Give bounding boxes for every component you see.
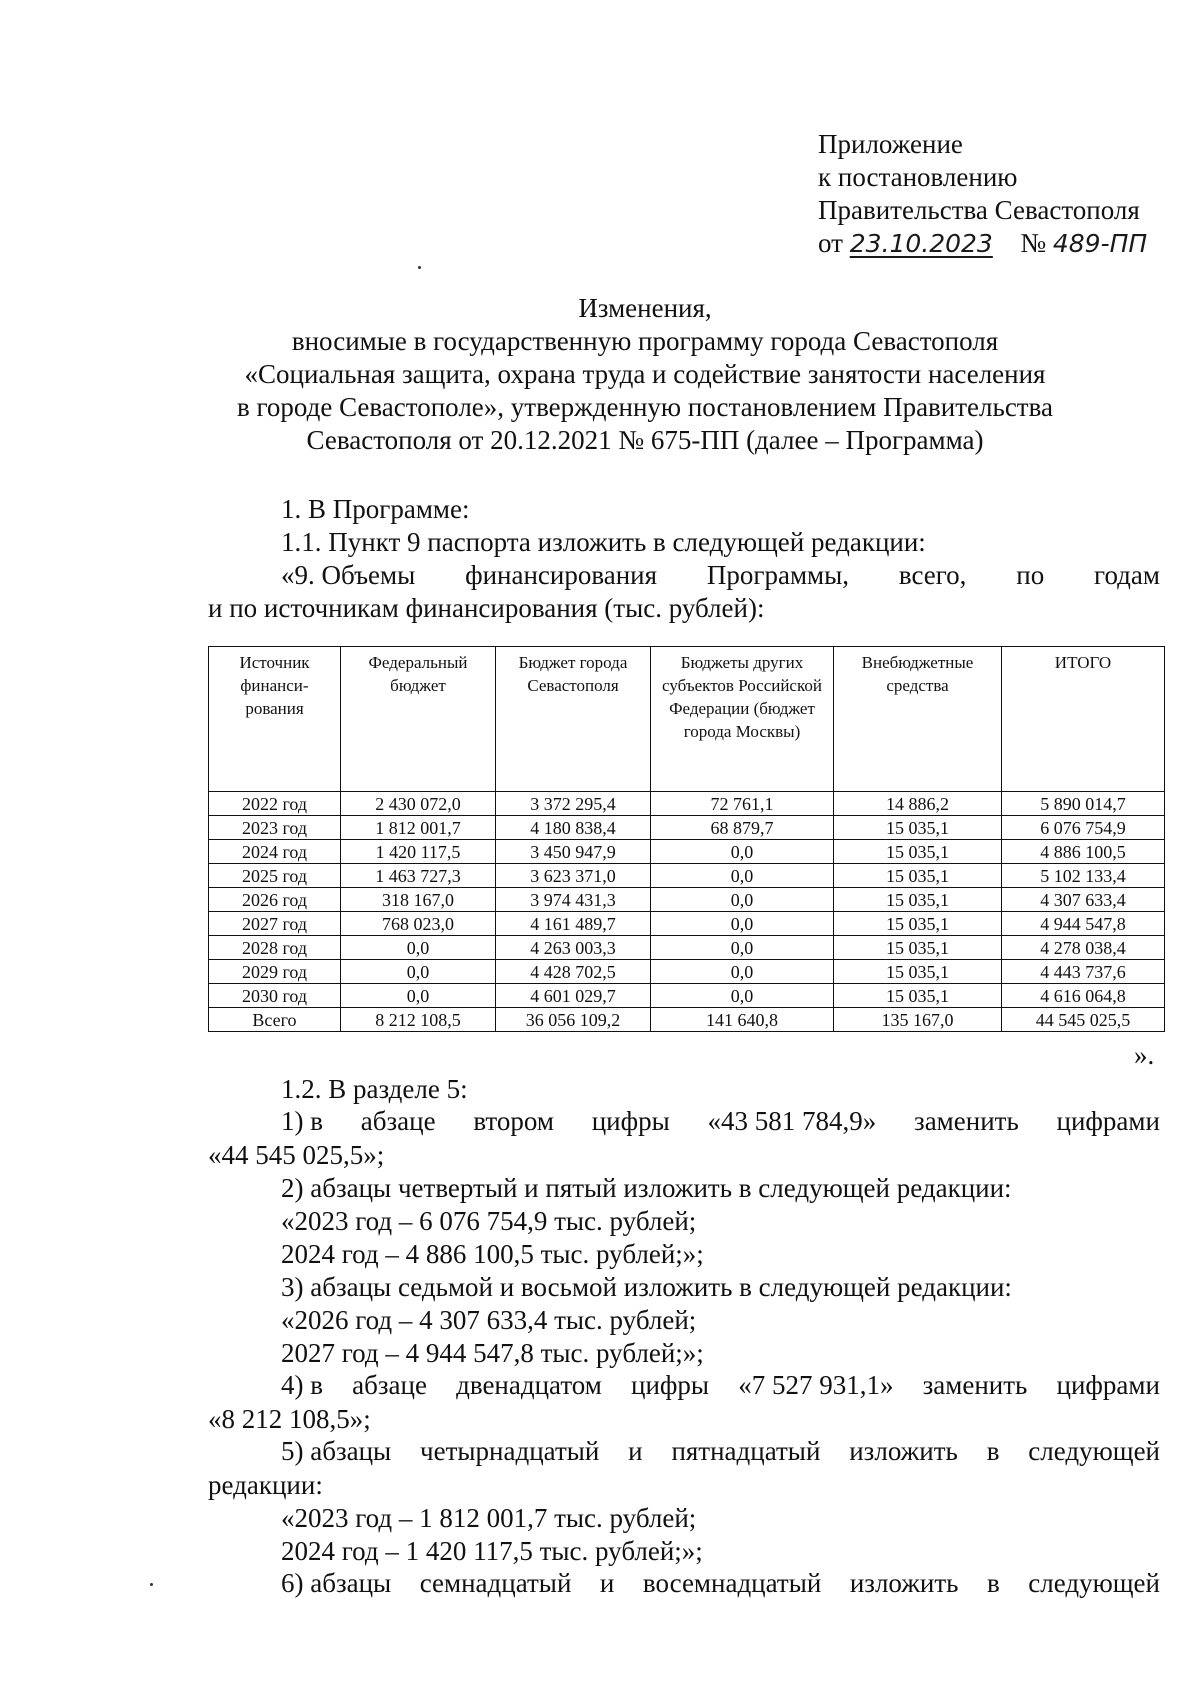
- table-cell: 0,0: [651, 984, 834, 1008]
- appendix-date-line: [818, 227, 1147, 260]
- table-row: [209, 984, 1165, 1008]
- table-cell: 1 420 117,5: [341, 840, 496, 864]
- table-cell: 4 601 029,7: [496, 984, 651, 1008]
- paragraph: 1.2. В разделе 5:: [281, 1074, 468, 1104]
- table-cell: 2029 год: [209, 960, 341, 984]
- table-cell: 15 035,1: [834, 840, 1002, 864]
- table-row: [209, 792, 1165, 816]
- word: и: [628, 1436, 643, 1466]
- paragraph: 2024 год – 1 420 117,5 тыс. рублей;»;: [281, 1536, 703, 1566]
- table-cell: 0,0: [651, 912, 834, 936]
- appendix-line-2: к постановлению: [818, 162, 1018, 192]
- table-cell: 2023 год: [209, 816, 341, 840]
- financing-table: [208, 646, 1165, 1032]
- word: втором: [473, 1106, 554, 1136]
- word: абзаце: [352, 1370, 427, 1400]
- word: семнадцатый: [419, 1568, 572, 1598]
- justified-paragraph: [281, 1436, 1160, 1467]
- table-cell: 4 443 737,6: [1002, 960, 1165, 984]
- word: цифрами: [1056, 1370, 1160, 1400]
- table-cell: 8 212 108,5: [341, 1008, 496, 1032]
- word: заменить: [922, 1370, 1028, 1400]
- handwritten-number: 489-ПП: [1052, 229, 1148, 258]
- paragraph: 3) абзацы седьмой и восьмой изложить в следующей редакции:: [281, 1272, 1012, 1302]
- table-cell: 2030 год: [209, 984, 341, 1008]
- paragraph: и по источникам финансирования (тыс. рублей):: [208, 593, 765, 623]
- date-prefix: от: [818, 228, 843, 258]
- table-cell: 15 035,1: [834, 864, 1002, 888]
- justified-paragraph: [281, 1370, 1160, 1401]
- table-cell: 4 307 633,4: [1002, 888, 1165, 912]
- table-cell: 2028 год: [209, 936, 341, 960]
- table-cell: 1 463 727,3: [341, 864, 496, 888]
- table-cell: Всего: [209, 1008, 341, 1032]
- word: восемнадцатый: [642, 1568, 822, 1598]
- table-row: [209, 888, 1165, 912]
- table-cell: 3 623 371,0: [496, 864, 651, 888]
- table-cell: 68 879,7: [651, 816, 834, 840]
- table-cell: 15 035,1: [834, 936, 1002, 960]
- table-header-row: [209, 647, 1165, 792]
- paragraph: «2023 год – 1 812 001,7 тыс. рублей;: [281, 1503, 697, 1533]
- table-cell: 2022 год: [209, 792, 341, 816]
- word: заменить: [914, 1106, 1019, 1136]
- table-cell: 2024 год: [209, 840, 341, 864]
- table-cell: 0,0: [651, 936, 834, 960]
- word: четырнадцатый: [420, 1436, 600, 1466]
- table-cell: 72 761,1: [651, 792, 834, 816]
- appendix-block: [818, 128, 1147, 260]
- title-line-1: Изменения,: [578, 293, 712, 323]
- word: и: [599, 1568, 615, 1598]
- handwritten-date: 23.10.2023: [849, 229, 993, 258]
- table-cell: 4 180 838,4: [496, 816, 651, 840]
- table-cell: 318 167,0: [341, 888, 496, 912]
- word: «7 527 931,1»: [738, 1370, 894, 1400]
- table-cell: 2 430 072,0: [341, 792, 496, 816]
- word: 6) абзацы: [281, 1568, 392, 1598]
- paragraph: «2023 год – 6 076 754,9 тыс. рублей;: [281, 1206, 697, 1236]
- table-row: [209, 912, 1165, 936]
- table-cell: 14 886,2: [834, 792, 1002, 816]
- document-title: [200, 292, 1090, 457]
- paragraph: «2026 год – 4 307 633,4 тыс. рублей;: [281, 1305, 697, 1335]
- word: 4) в: [281, 1370, 323, 1400]
- title-line-2: вносимые в государственную программу города Севастополя: [291, 326, 999, 356]
- table-cell: 36 056 109,2: [496, 1008, 651, 1032]
- word: следующей: [1028, 1568, 1160, 1598]
- word: годам: [1094, 560, 1160, 590]
- column-header: ИТОГО: [1002, 647, 1165, 792]
- title-line-5: Севастополя от 20.12.2021 № 675-ПП (далее – Программа): [306, 425, 984, 455]
- table-row: [209, 840, 1165, 864]
- word: Программы,: [706, 560, 850, 590]
- table-row: [209, 936, 1165, 960]
- word: финансирования: [465, 560, 658, 590]
- table-cell: 0,0: [651, 888, 834, 912]
- table-cell: 4 886 100,5: [1002, 840, 1165, 864]
- table-cell: 0,0: [341, 936, 496, 960]
- table-cell: 4 278 038,4: [1002, 936, 1165, 960]
- paragraph: 1.1. Пункт 9 паспорта изложить в следующей редакции:: [281, 527, 926, 557]
- scan-speck: [418, 266, 421, 269]
- paragraph: 2) абзацы четвертый и пятый изложить в следующей редакции:: [281, 1173, 1012, 1203]
- table-cell: 6 076 754,9: [1002, 816, 1165, 840]
- word: всего,: [898, 560, 967, 590]
- word: цифры: [631, 1370, 710, 1400]
- table-cell: 2027 год: [209, 912, 341, 936]
- table-cell: 44 545 025,5: [1002, 1008, 1165, 1032]
- table-cell: 2026 год: [209, 888, 341, 912]
- table-cell: 5 102 133,4: [1002, 864, 1165, 888]
- word: пятнадцатый: [671, 1436, 821, 1466]
- word: следующей: [1028, 1436, 1160, 1466]
- table-cell: 4 944 547,8: [1002, 912, 1165, 936]
- table-cell: 0,0: [651, 840, 834, 864]
- table-cell: 4 616 064,8: [1002, 984, 1165, 1008]
- paragraph: 1. В Программе:: [281, 494, 470, 524]
- word: в: [986, 1436, 1000, 1466]
- paragraph: редакции:: [208, 1470, 323, 1500]
- table-cell: 1 812 001,7: [341, 816, 496, 840]
- table-row: [209, 864, 1165, 888]
- number-prefix: №: [1020, 228, 1047, 258]
- paragraph: «44 545 025,5»;: [208, 1140, 385, 1170]
- column-header: Источник финанси-рования: [209, 647, 341, 792]
- word: цифры: [591, 1106, 670, 1136]
- word: 1) в: [281, 1106, 323, 1136]
- word: «43 581 784,9»: [707, 1106, 877, 1136]
- word: изложить: [849, 1568, 959, 1598]
- table-cell: 3 974 431,3: [496, 888, 651, 912]
- closing-quote: ».: [1134, 1040, 1155, 1070]
- word: абзаце: [360, 1106, 436, 1136]
- table-cell: 15 035,1: [834, 984, 1002, 1008]
- column-header: Бюджет города Севастополя: [496, 647, 651, 792]
- table-cell: 0,0: [341, 984, 496, 1008]
- justified-paragraph: [281, 560, 1160, 591]
- word: цифрами: [1056, 1106, 1160, 1136]
- table-cell: 15 035,1: [834, 816, 1002, 840]
- word: «9. Объемы: [281, 560, 416, 590]
- table-cell: 0,0: [651, 864, 834, 888]
- table-cell: 0,0: [341, 960, 496, 984]
- table-cell: 4 263 003,3: [496, 936, 651, 960]
- justified-paragraph: [281, 1568, 1160, 1599]
- table-cell: 2025 год: [209, 864, 341, 888]
- table-cell: 15 035,1: [834, 960, 1002, 984]
- scan-speck: [150, 1583, 153, 1586]
- table-cell: 4 428 702,5: [496, 960, 651, 984]
- title-line-3: «Социальная защита, охрана труда и содействие занятости населения: [244, 359, 1046, 389]
- table-row: [209, 960, 1165, 984]
- table-cell: 3 372 295,4: [496, 792, 651, 816]
- table-cell: 15 035,1: [834, 912, 1002, 936]
- title-line-4: в городе Севастополе», утвержденную постановлением Правительства: [237, 392, 1053, 422]
- word: изложить: [849, 1436, 958, 1466]
- table-cell: 3 450 947,9: [496, 840, 651, 864]
- table-cell: 4 161 489,7: [496, 912, 651, 936]
- table-cell: 5 890 014,7: [1002, 792, 1165, 816]
- appendix-line-3: Правительства Севастополя: [818, 195, 1140, 225]
- paragraph: «8 212 108,5»;: [208, 1404, 371, 1434]
- table-cell: 768 023,0: [341, 912, 496, 936]
- column-header: Федеральный бюджет: [341, 647, 496, 792]
- word: 5) абзацы: [281, 1436, 392, 1466]
- word: по: [1016, 560, 1045, 590]
- table-cell: 0,0: [651, 960, 834, 984]
- paragraph: 2024 год – 4 886 100,5 тыс. рублей;»;: [281, 1239, 704, 1269]
- word: двенадцатом: [456, 1370, 602, 1400]
- table-total-row: [209, 1008, 1165, 1032]
- word: в: [986, 1568, 1000, 1598]
- table-row: [209, 816, 1165, 840]
- paragraph: 2027 год – 4 944 547,8 тыс. рублей;»;: [281, 1338, 704, 1368]
- column-header: Внебюджетные средства: [834, 647, 1002, 792]
- table-cell: 15 035,1: [834, 888, 1002, 912]
- column-header: Бюджеты других субъектов Российской Федерации (бюджет города Москвы): [651, 647, 834, 792]
- justified-paragraph: [281, 1106, 1160, 1137]
- table-cell: 141 640,8: [651, 1008, 834, 1032]
- appendix-line-1: Приложение: [818, 129, 963, 159]
- table-cell: 135 167,0: [834, 1008, 1002, 1032]
